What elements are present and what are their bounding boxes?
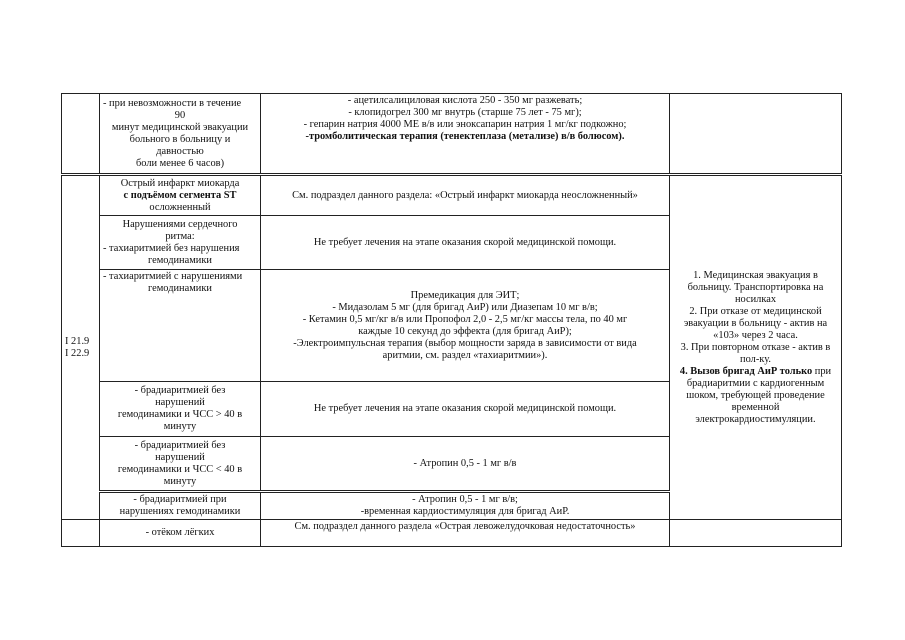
condition-cell [100,175,261,216]
table-row [62,94,842,175]
condition-line: - тахиаритмией с нарушениями [103,271,243,282]
treatment-cell: Не требует лечения на этапе оказания скорой медицинской помощи. [261,382,670,437]
code-cell-empty [62,94,100,175]
icd-code: I 21.9 [65,335,90,347]
evacuation-item [673,366,838,426]
evacuation-cell-empty [670,520,842,547]
treatment-line: - Мидазолам 5 мг (для бригад АиР) или Диазепам 10 мг в/в; [332,301,598,313]
condition-line: гемодинамики [148,254,212,266]
icd-code: I 22.9 [65,347,90,359]
evacuation-cell [670,175,842,520]
icd-code-cell [62,175,100,520]
condition-line: - брадиаритмией без [134,385,226,396]
condition-line: Нарушениями сердечного [122,218,238,230]
treatment-line: -Электроимпульсная терапия (выбор мощности заряда в зависимости от вида [293,337,637,349]
condition-cell [100,94,261,175]
condition-line: 90 [174,109,186,121]
condition-line: гемодинамики [148,283,212,294]
condition-line: больного в больницу и [129,133,231,145]
condition-line: минут медицинской эвакуации [111,121,249,133]
treatment-line: - Кетамин 0,5 мг/кг в/в или Пропофол 2,0 - 2,5 мг/кг массы тела, по 40 мг [302,313,628,325]
condition-cell [100,382,261,437]
condition-cell [100,437,261,492]
condition-line: минуту [163,421,197,432]
treatment-cell: См. подраздел данного раздела «Острая левожелудочковая недостаточность» [261,520,670,547]
condition-line: боли менее 6 часов) [135,157,225,169]
evacuation-item-rest: при брадиаритмии с кардиогенным шоком, требующей проведение временной электрокардиостимуляции. [686,365,832,425]
condition-line: - брадиаритмией без [134,439,226,451]
evacuation-item: 2. При отказе от медицинской эвакуации в больницу - актив на «103» через 2 часа. [683,305,828,341]
condition-line: Острый инфаркт миокарда [120,177,240,189]
treatment-cell: - Атропин 0,5 - 1 мг в/в [261,437,670,492]
table-row [62,520,842,547]
treatment-line: - гепарин натрия 4000 МЕ в/в или эноксапарин натрия 1 мг/кг подкожно; [303,119,627,130]
treatment-line: Премедикация для ЭИТ; [410,289,520,301]
treatment-line: -тромболитическая терапия (тенектеплаза (метализе) в/в болюсом). [305,131,625,142]
condition-line: нарушений [155,397,205,408]
treatment-cell [261,270,670,382]
condition-line: гемодинамики и ЧСС < 40 в [117,463,243,475]
condition-line: - брадиаритмией при [133,494,227,505]
condition-line: - при невозможности в течение [103,97,242,109]
condition-cell [100,492,261,520]
treatment-line: - Атропин 0,5 - 1 мг в/в; [412,494,518,505]
treatment-line: - клопидогрел 300 мг внутрь (старше 75 лет - 75 мг); [348,107,582,118]
condition-line: нарушений [155,451,205,463]
treatment-cell [261,492,670,520]
treatment-line: аритмии, см. раздел «тахиаритмии»). [382,349,548,361]
treatment-line: каждые 10 секунд до эффекта (для бригад АиР); [358,325,572,337]
condition-cell [100,216,261,270]
condition-line: с подъёмом сегмента ST [123,189,237,201]
treatment-cell: Не требует лечения на этапе оказания скорой медицинской помощи. [261,216,670,270]
condition-line: - тахиаритмией без нарушения [103,242,240,254]
treatment-cell [261,94,670,175]
condition-cell [100,270,261,382]
condition-line: минуту [163,475,197,487]
table-row [62,175,842,216]
evacuation-item: 3. При повторном отказе - актив в пол-ку. [680,341,831,365]
condition-cell: - отёком лёгких [100,520,261,547]
treatment-line: -временная кардиостимуляция для бригад АиР. [360,506,570,517]
condition-line: ритма: [165,230,195,242]
evacuation-cell-empty [670,94,842,175]
condition-line: осложненный [149,201,211,213]
code-cell-empty [62,520,100,547]
condition-line: нарушениях гемодинамики [119,506,241,517]
treatment-cell: См. подраздел данного раздела: «Острый инфаркт миокарда неосложненный» [261,175,670,216]
evacuation-item: 1. Медицинская эвакуация в больницу. Транспортировка на носилках [687,269,824,305]
condition-line: давностью [156,145,204,157]
condition-line: гемодинамики и ЧСС > 40 в [117,409,243,420]
treatment-line: - ацетилсалициловая кислота 250 - 350 мг разжевать; [347,95,583,106]
treatment-table [61,93,842,547]
evacuation-item-bold: 4. Вызов бригад АиР только [679,365,813,377]
